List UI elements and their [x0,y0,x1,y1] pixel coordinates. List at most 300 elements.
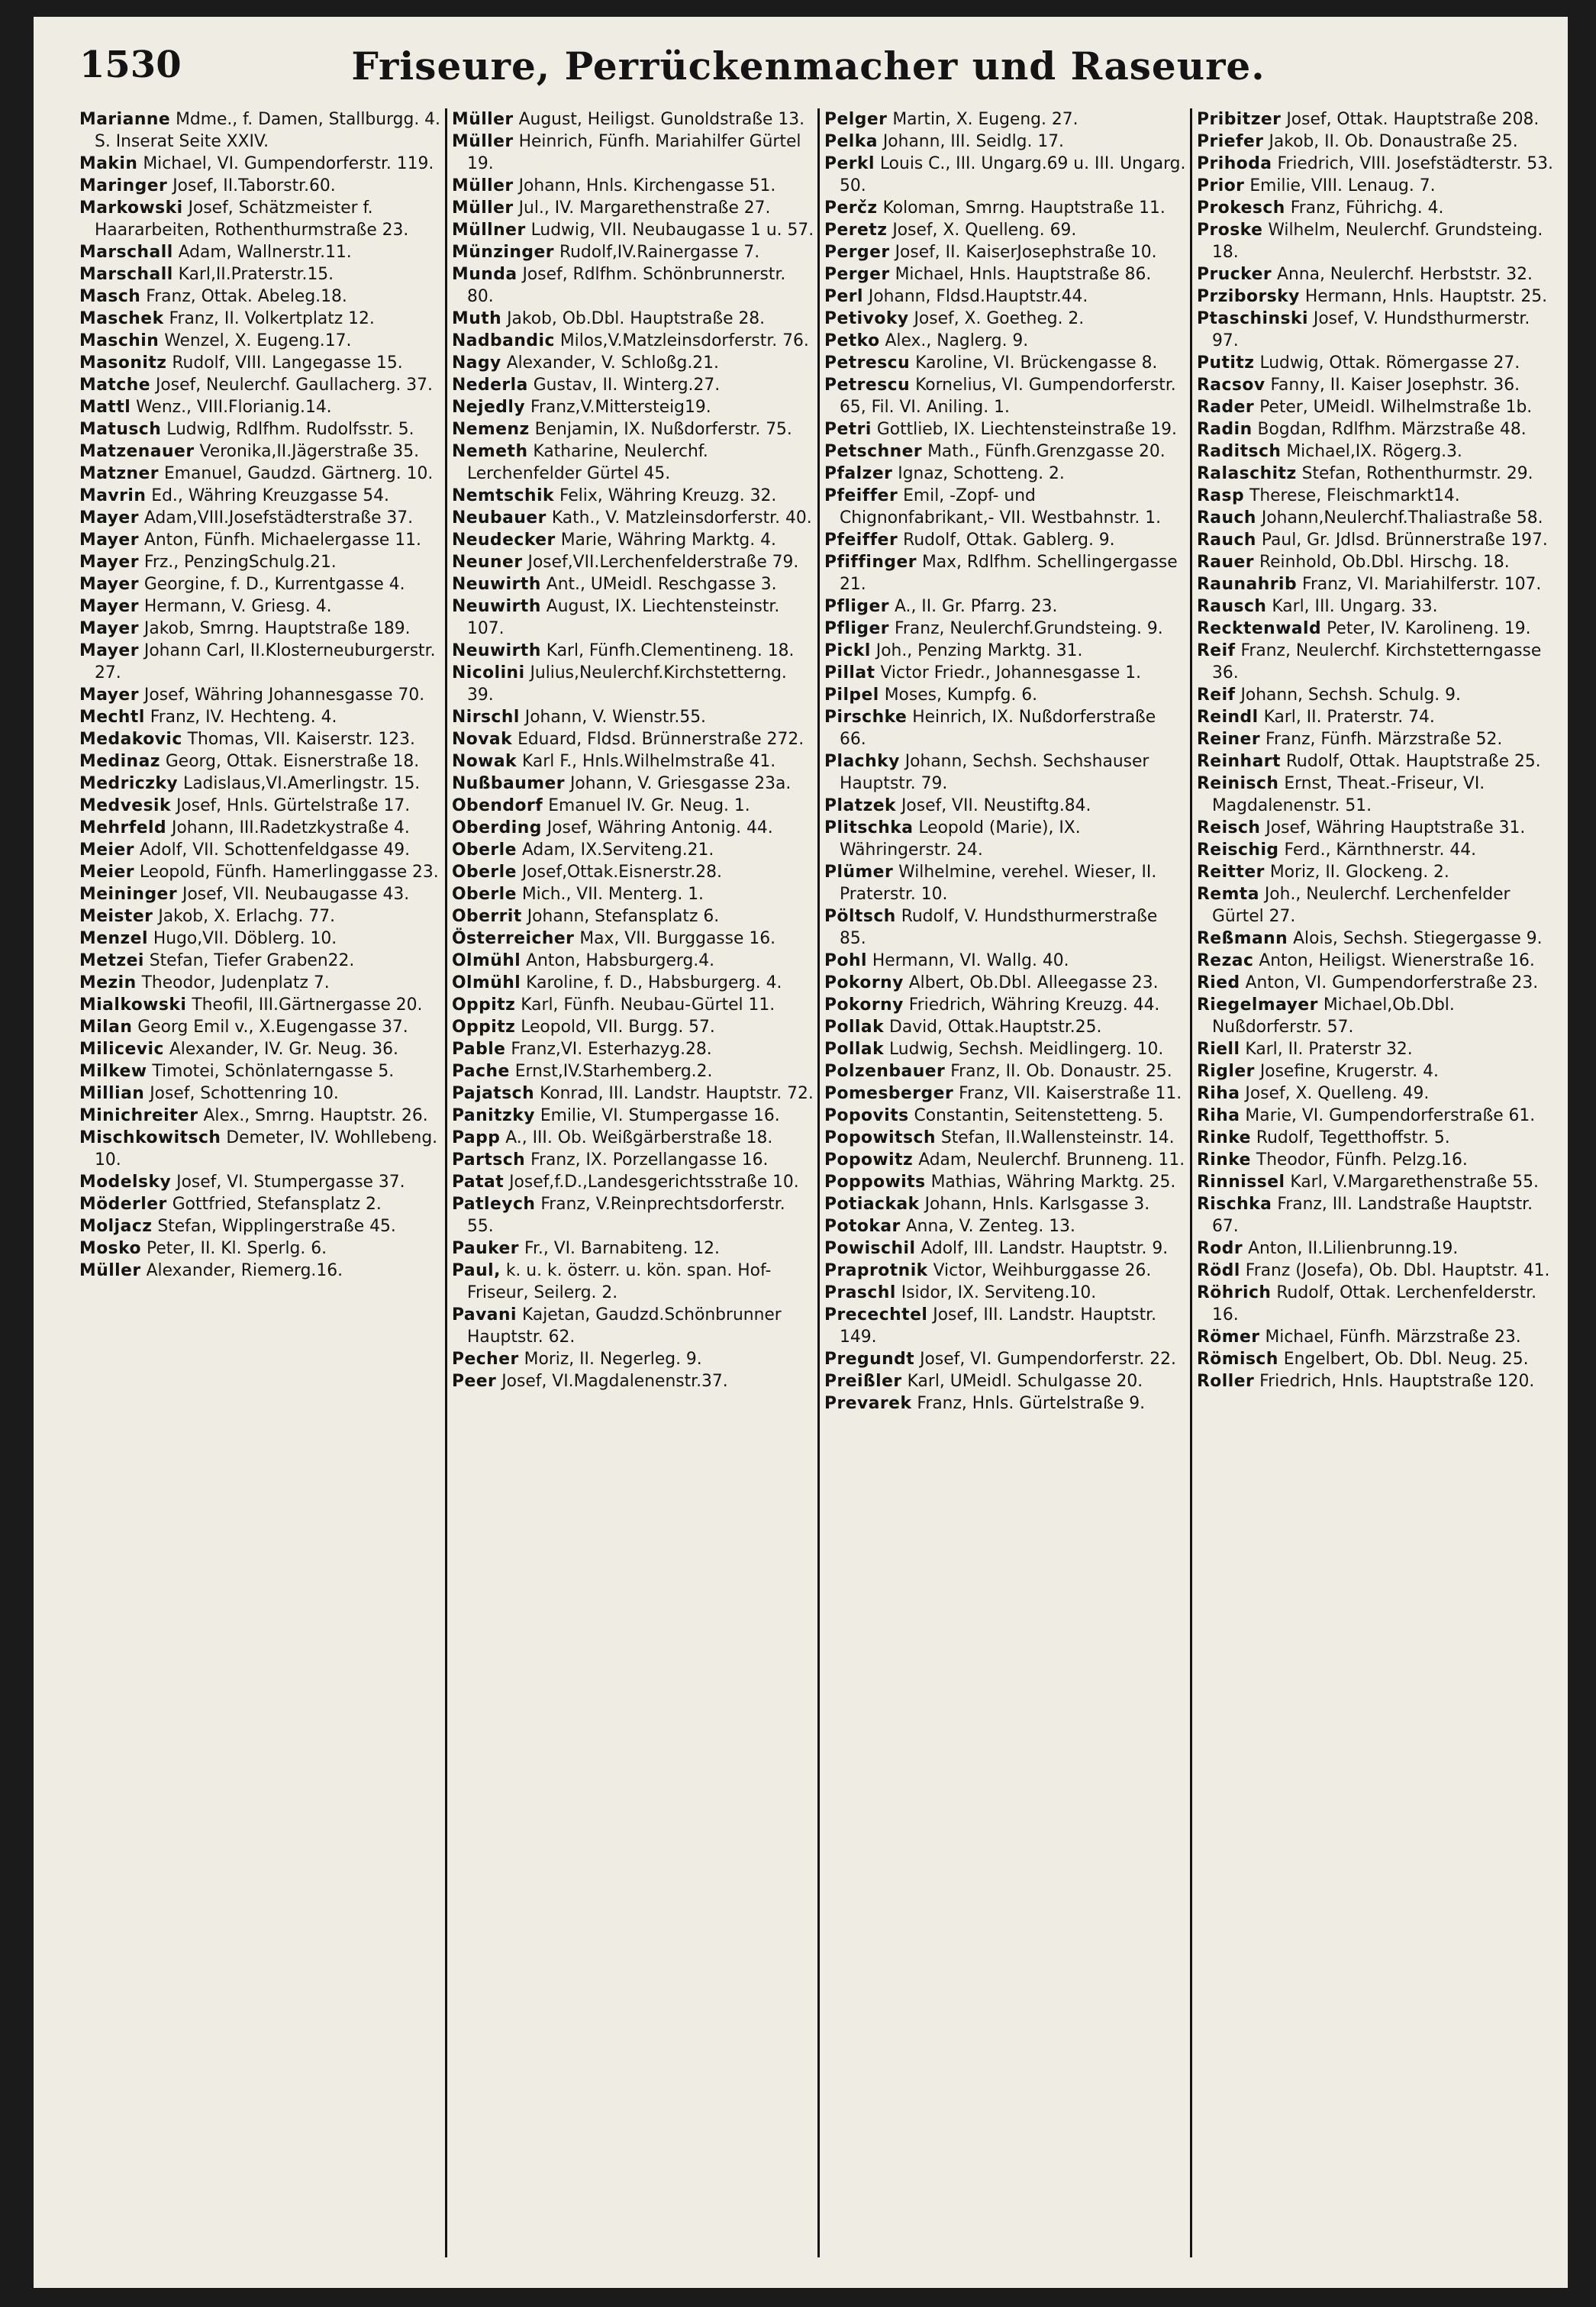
directory-entry [452,1260,814,1304]
entry-details: Rudolf, V. Hundsthurmerstraße 85. [840,907,1158,948]
entry-details: Kath., V. Matzleinsdorferstr. 40. [551,508,812,528]
entry-name: Marianne [79,110,171,129]
directory-entry [824,595,1187,618]
entry-name: Popowitz [824,1150,914,1170]
entry-name: Roller [1197,1372,1255,1391]
directory-entry [1197,418,1559,440]
entry-name: Mehrfeld [79,818,167,837]
entry-name: Mezin [79,973,137,992]
directory-entry [824,1215,1187,1237]
entry-details: Georgine, f. D., Kurrentgasse 4. [143,575,405,594]
entry-name: Racsov [1197,376,1266,395]
directory-entry [824,1149,1187,1171]
directory-entry [824,905,1187,950]
entry-name: Recktenwald [1197,619,1322,638]
entry-details: Bogdan, Rdlfhm. Märzstraße 48. [1257,420,1527,439]
entry-details: Wenzel, X. Eugeng.17. [164,331,352,350]
directory-entry [452,1171,814,1193]
directory-entry [824,640,1187,662]
entry-name: Meininger [79,885,178,904]
entry-name: Römer [1197,1328,1260,1347]
directory-entry [1197,883,1559,928]
entry-details: Michael, VI. Gumpendorferstr. 119. [143,154,434,173]
entry-details: Josef, VI. Stumpergasse 37. [176,1173,405,1192]
directory-entry [1197,750,1559,773]
entry-name: Milicevic [79,1040,164,1059]
entry-name: Potokar [824,1217,901,1236]
entry-name: Rezac [1197,951,1254,970]
entry-details: Fanny, II. Kaiser Josephstr. 36. [1270,376,1520,395]
entry-details: Kajetan, Gaudzd.Schönbrunner Hauptstr. 62. [467,1305,782,1347]
entry-details: Ant., UMeidl. Reschgasse 3. [546,575,777,594]
entry-name: Prevarek [824,1394,912,1413]
directory-entry [79,972,442,994]
directory-entry [79,1260,442,1282]
directory-entry [1197,219,1559,263]
directory-entry [79,994,442,1016]
directory-entry [824,1260,1187,1282]
entry-name: Münzinger [452,243,555,262]
entry-details: Franz, II. Ob. Donaustr. 25. [950,1062,1172,1081]
entry-details: Thomas, VII. Kaiserstr. 123. [187,730,415,749]
directory-entry [824,330,1187,352]
entry-name: Mattl [79,398,131,417]
entry-details: Anton, VI. Gumpendorferstraße 23. [1245,973,1539,992]
directory-entry [824,219,1187,241]
directory-entry [79,1060,442,1083]
directory-entry [79,485,442,507]
directory-entry [79,861,442,883]
directory-entry [452,861,814,883]
entry-name: Nemtschik [452,486,555,505]
directory-entry [79,197,442,241]
entry-name: Popovits [824,1106,909,1125]
entry-details: A., III. Ob. Weißgärberstraße 18. [505,1128,773,1147]
entry-name: Remta [1197,885,1259,904]
entry-details: Josefine, Krugerstr. 4. [1259,1062,1439,1081]
directory-entry [452,706,814,728]
entry-name: Mayer [79,619,139,638]
entry-name: Pable [452,1040,506,1059]
entry-details: August, Heiligst. Gunoldstraße 13. [518,110,805,129]
directory-entry [79,595,442,618]
entry-name: Patleych [452,1195,536,1214]
entry-details: Rudolf, Ottak. Gablerg. 9. [903,531,1115,550]
directory-entry [452,1370,814,1392]
entry-name: Mayer [79,531,139,550]
directory-entry [452,485,814,507]
directory-entry [1197,1348,1559,1370]
directory-entry [1197,839,1559,861]
directory-entry [79,839,442,861]
entry-details: Ferd., Kärnthnerstr. 44. [1284,841,1477,860]
entry-details: Jakob, II. Ob. Donaustraße 25. [1269,132,1518,151]
directory-entry [79,330,442,352]
entry-details: Karl,II.Praterstr.15. [178,265,334,284]
entry-details: Jakob, X. Erlachg. 77. [158,907,336,926]
entry-details: Josef,f.D.,Landesgerichtsstraße 10. [509,1173,799,1192]
entry-details: Moriz, II. Negerleg. 9. [524,1350,702,1369]
directory-entry [824,308,1187,330]
directory-entry [452,573,814,595]
directory-entry [824,1038,1187,1060]
entry-name: Milkew [79,1062,147,1081]
entry-details: Albert, Ob.Dbl. Alleegasse 23. [908,973,1159,992]
entry-details: Johann, Hnls. Karlsgasse 3. [924,1195,1150,1214]
directory-entry [79,750,442,773]
directory-entry [79,551,442,573]
directory-entry [824,374,1187,418]
entry-details: Alex., Smrng. Hauptstr. 26. [203,1106,428,1125]
entry-name: Neuwirth [452,641,541,660]
directory-entry [452,883,814,905]
entry-details: Milos,V.Matzleinsdorferstr. 76. [559,331,809,350]
entry-details: Hermann, VI. Wallg. 40. [872,951,1069,970]
entry-details: Eduard, Fldsd. Brünnerstraße 272. [517,730,804,749]
directory-entry [824,1193,1187,1215]
entry-name: Mechtl [79,708,145,727]
directory-entry [452,640,814,662]
entry-details: Victor, Weihburggasse 26. [933,1261,1152,1280]
directory-entry [79,1171,442,1193]
entry-name: Makin [79,154,138,173]
directory-entry [1197,684,1559,706]
directory-entry [79,950,442,972]
directory-entry [824,485,1187,529]
entry-details: Heinrich, IX. Nußdorferstraße 66. [840,708,1156,749]
entry-name: Riha [1197,1084,1240,1103]
directory-entry [452,1149,814,1171]
entry-name: Pohl [824,951,867,970]
entry-name: Nemenz [452,420,530,439]
entry-details: Franz, VI. Mariahilferstr. 107. [1302,575,1542,594]
directory-entry [79,706,442,728]
column-rule [1190,108,1192,2257]
entry-details: Hermann, V. Griesg. 4. [143,597,332,616]
directory-entry [824,1282,1187,1304]
entry-details: Math., Fünfh.Grenzgasse 20. [927,442,1166,461]
directory-entry [79,773,442,795]
entry-details: Michael, Hnls. Hauptstraße 86. [895,265,1152,284]
page-title: Friseure, Perrückenmacher und Raseure. [351,44,1266,89]
directory-entry [1197,1370,1559,1392]
entry-details: Joh., Neulerchf. Lerchenfelder Gürtel 27. [1212,885,1511,926]
directory-entry [824,1370,1187,1392]
entry-details: Michael, Fünfh. Märzstraße 23. [1265,1328,1521,1347]
entry-name: Putitz [1197,353,1255,373]
directory-entry [79,640,442,684]
directory-entry [452,972,814,994]
entry-details: Johann, Stefansplatz 6. [527,907,720,926]
entry-name: Oppitz [452,1018,516,1037]
entry-name: Matzner [79,464,160,483]
entry-name: Rasp [1197,486,1245,505]
entry-name: Pokorny [824,995,904,1015]
directory-entry [79,1193,442,1215]
directory-entry [79,1038,442,1060]
entry-details: Karl F., Hnls.Wilhelmstraße 41. [522,752,776,771]
entry-name: Pfeiffer [824,531,898,550]
directory-entry [824,241,1187,263]
entry-details: Rudolf, VIII. Langegasse 15. [172,353,403,373]
entry-name: Praschl [824,1283,896,1302]
entry-details: Karl, Fünfh.Clementineng. 18. [546,641,795,660]
directory-entry [452,750,814,773]
entry-details: Johann, V. Wienstr.55. [524,708,706,727]
directory-entry [79,241,442,263]
directory-entry [452,662,814,706]
entry-name: Riha [1197,1106,1240,1125]
entry-details: Ladislaus,VI.Amerlingstr. 15. [183,774,421,793]
directory-entry [1197,108,1559,131]
entry-details: Karl, UMeidl. Schulgasse 20. [907,1372,1143,1391]
entry-name: Rauch [1197,531,1256,550]
directory-entry [1197,994,1559,1038]
entry-details: Emil, -Zopf- und Chignonfabrikant,- VII. Westbahnstr. 1. [840,486,1162,528]
entry-details: Franz, III. Landstraße Hauptstr. 67. [1212,1195,1533,1236]
entry-name: Maschek [79,309,164,328]
entry-name: Pöltsch [824,907,896,926]
directory-entry [79,618,442,640]
entry-name: Pecher [452,1350,519,1369]
entry-name: Platzek [824,796,897,815]
entry-name: Potiackak [824,1195,920,1214]
directory-entry [824,286,1187,308]
entry-details: Adolf, III. Landstr. Hauptstr. 9. [921,1239,1169,1258]
entry-name: Nadbandic [452,331,555,350]
entry-details: Stefan, Rothenthurmstr. 29. [1301,464,1533,483]
directory-entry [1197,928,1559,950]
directory-entry [824,972,1187,994]
entry-name: Plümer [824,863,894,882]
entry-details: Johann, Fldsd.Hauptstr.44. [868,287,1088,306]
column-rule [817,108,820,2257]
directory-entry [79,1215,442,1237]
entry-name: Reif [1197,641,1236,660]
entry-details: Michael,Ob.Dbl. Nußdorferstr. 57. [1212,995,1455,1037]
entry-name: Neuwirth [452,575,541,594]
entry-name: Millian [79,1084,145,1103]
entry-name: Maringer [79,176,168,195]
entry-name: Pelka [824,132,878,151]
entry-name: Müller [452,176,514,195]
directory-entry [824,861,1187,905]
entry-name: Mischkowitsch [79,1128,221,1147]
page-header [79,44,1537,112]
entry-details: Johann, V. Griesgasse 23a. [569,774,792,793]
entry-name: Reiner [1197,730,1261,749]
directory-entry [1197,1149,1559,1171]
entry-details: Anton, Heiligst. Wienerstraße 16. [1259,951,1535,970]
directory-entry [79,374,442,396]
directory-entry [452,352,814,374]
entry-details: Josef, V. Hundsthurmerstr. 97. [1212,309,1530,350]
page-number: 1530 [79,44,182,86]
entry-details: Franz, Neulerchf.Grundsteing. 9. [894,619,1163,638]
entry-name: Rinnissel [1197,1173,1285,1192]
entry-name: Pfliger [824,597,890,616]
entry-name: Novak [452,730,513,749]
entry-details: Frz., PenzingSchulg.21. [143,553,337,572]
directory-entry [1197,374,1559,396]
entry-name: Olmühl [452,951,521,970]
entry-details: Timotei, Schönlaterngasse 5. [152,1062,395,1081]
entry-details: Felix, Währing Kreuzg. 32. [559,486,777,505]
entry-details: Josef, Rdlfhm. Schönbrunnerstr. 80. [467,265,786,306]
entry-details: Karl, Fünfh. Neubau-Gürtel 11. [521,995,775,1015]
directory-entry [1197,706,1559,728]
entry-name: Medakovic [79,730,182,749]
entry-details: Josef, III. Landstr. Hauptstr. 149. [840,1305,1157,1347]
entry-details: Franz, IX. Porzellangasse 16. [530,1150,769,1170]
entry-name: Polzenbauer [824,1062,946,1081]
entry-name: Oberding [452,818,542,837]
entry-details: Ludwig, VII. Neubaugasse 1 u. 57. [530,221,814,240]
entry-name: Oberrit [452,907,522,926]
entry-details: Franz, Führichg. 4. [1290,198,1444,218]
directory-entry [1197,1282,1559,1326]
entry-name: Mosko [79,1239,142,1258]
entry-details: Karoline, VI. Brückengasse 8. [915,353,1158,373]
entry-details: Leopold, VII. Burgg. 57. [521,1018,715,1037]
directory-entry [79,263,442,286]
entry-details: Georg Emil v., X.Eugengasse 37. [137,1018,408,1037]
directory-entry [79,795,442,817]
directory-entry [452,1237,814,1260]
directory-entry [79,529,442,551]
entry-details: Franz, IV. Hechteng. 4. [150,708,337,727]
entry-details: Demeter, IV. Wohllebeng. 10. [95,1128,438,1170]
entry-details: Rudolf, Ottak. Hauptstraße 25. [1285,752,1541,771]
entry-name: Pollak [824,1040,885,1059]
entry-name: Praprotnik [824,1261,928,1280]
directory-entry [824,684,1187,706]
entry-details: Alex., Naglerg. 9. [885,331,1029,350]
entry-name: Meister [79,907,153,926]
entry-details: Jakob, Ob.Dbl. Hauptstraße 28. [507,309,766,328]
entry-name: Pirschke [824,708,908,727]
entry-name: Perkl [824,154,875,173]
entry-details: Franz, V.Reinprechtsdorferstr. 55. [467,1195,785,1236]
entry-details: Friedrich, VIII. Josefstädterstr. 53. [1277,154,1553,173]
entry-name: Reinhart [1197,752,1281,771]
entry-details: Karl, II. Praterstr 32. [1245,1040,1413,1059]
directory-entry [1197,131,1559,153]
entry-details: Josef, Ottak. Hauptstraße 208. [1286,110,1540,129]
entry-details: Peter, IV. Karolineng. 19. [1327,619,1531,638]
directory-entry [1197,1127,1559,1149]
entry-details: Rudolf,IV.Rainergasse 7. [559,243,760,262]
directory-entry [452,839,814,861]
directory-entry [79,905,442,928]
entry-details: Alexander, IV. Gr. Neug. 36. [169,1040,398,1059]
entry-name: Munda [452,265,517,284]
directory-entry [452,905,814,928]
directory-entry [1197,618,1559,640]
entry-name: Österreicher [452,929,575,948]
entry-details: Johann, III. Seidlg. 17. [882,132,1064,151]
entry-details: Adam, Wallnerstr.11. [178,243,352,262]
directory-entry [1197,529,1559,551]
entry-details: Johann Carl, II.Klosterneuburgerstr. 27. [95,641,436,682]
directory-entry [79,928,442,950]
entry-name: Neudecker [452,531,556,550]
entry-name: Müller [452,110,514,129]
entry-name: Nejedly [452,398,526,417]
entry-name: Pavani [452,1305,517,1325]
directory-entry [452,241,814,263]
entry-name: Metzei [79,951,144,970]
entry-name: Perger [824,265,890,284]
entry-name: Prucker [1197,265,1272,284]
directory-entry [452,1038,814,1060]
directory-entry [452,197,814,219]
entry-details: Ludwig, Sechsh. Meidlingerg. 10. [889,1040,1164,1059]
entry-name: Röhrich [1197,1283,1272,1302]
entry-name: Meier [79,841,134,860]
directory-entry [1197,153,1559,175]
directory-entry [452,994,814,1016]
entry-name: Peer [452,1372,497,1391]
directory-entry [824,197,1187,219]
directory-entry [824,1348,1187,1370]
directory-entry [824,795,1187,817]
entry-name: Oberle [452,841,517,860]
entry-details: Josef, Währing Hauptstraße 31. [1266,818,1526,837]
entry-name: Precechtel [824,1305,928,1325]
entry-details: Karl, III. Ungarg. 33. [1272,597,1438,616]
directory-page [34,17,1568,2288]
entry-details: Josef, Währing Antonig. 44. [547,818,773,837]
entry-details: Engelbert, Ob. Dbl. Neug. 25. [1283,1350,1529,1369]
entry-details: Theodor, Judenplatz 7. [141,973,330,992]
entry-details: Jakob, Smrng. Hauptstraße 189. [143,619,411,638]
entry-name: Priefer [1197,132,1264,151]
entry-name: Medriczky [79,774,179,793]
entry-name: Marschall [79,243,173,262]
directory-entry [1197,440,1559,463]
directory-entry [452,1083,814,1105]
entry-name: Riegelmayer [1197,995,1318,1015]
directory-entry [824,153,1187,197]
entry-name: Radin [1197,420,1253,439]
entry-details: A., II. Gr. Pfarrg. 23. [894,597,1058,616]
entry-details: Marie, VI. Gumpendorferstraße 61. [1245,1106,1536,1125]
entry-details: Rudolf, Ottak. Lerchenfelderstr. 16. [1212,1283,1537,1325]
entry-name: Matzenauer [79,442,195,461]
entry-details: Theofil, III.Gärtnergasse 20. [192,995,423,1015]
entry-name: Nicolini [452,663,525,682]
entry-details: Katharine, Neulerchf. Lerchenfelder Gürtel 45. [467,442,708,483]
entry-details: Anton, II.Lilienbrunng.19. [1248,1239,1459,1258]
entry-name: Masonitz [79,353,167,373]
entry-name: Maschin [79,331,160,350]
entry-name: Neuwirth [452,597,541,616]
directory-entry [1197,1171,1559,1193]
entry-details: Constantin, Seitenstetteng. 5. [914,1106,1164,1125]
entry-name: Nagy [452,353,501,373]
entry-name: Pribitzer [1197,110,1282,129]
entry-details: Emanuel, Gaudzd. Gärtnerg. 10. [164,464,434,483]
entry-name: Rinke [1197,1128,1251,1147]
directory-entry [452,728,814,750]
entry-name: Pollak [824,1018,885,1037]
directory-entry [452,507,814,529]
entry-details: Reinhold, Ob.Dbl. Hirschg. 18. [1259,553,1510,572]
directory-entry [79,1083,442,1105]
entry-name: Pfiffinger [824,553,917,572]
entry-name: Reßmann [1197,929,1288,948]
